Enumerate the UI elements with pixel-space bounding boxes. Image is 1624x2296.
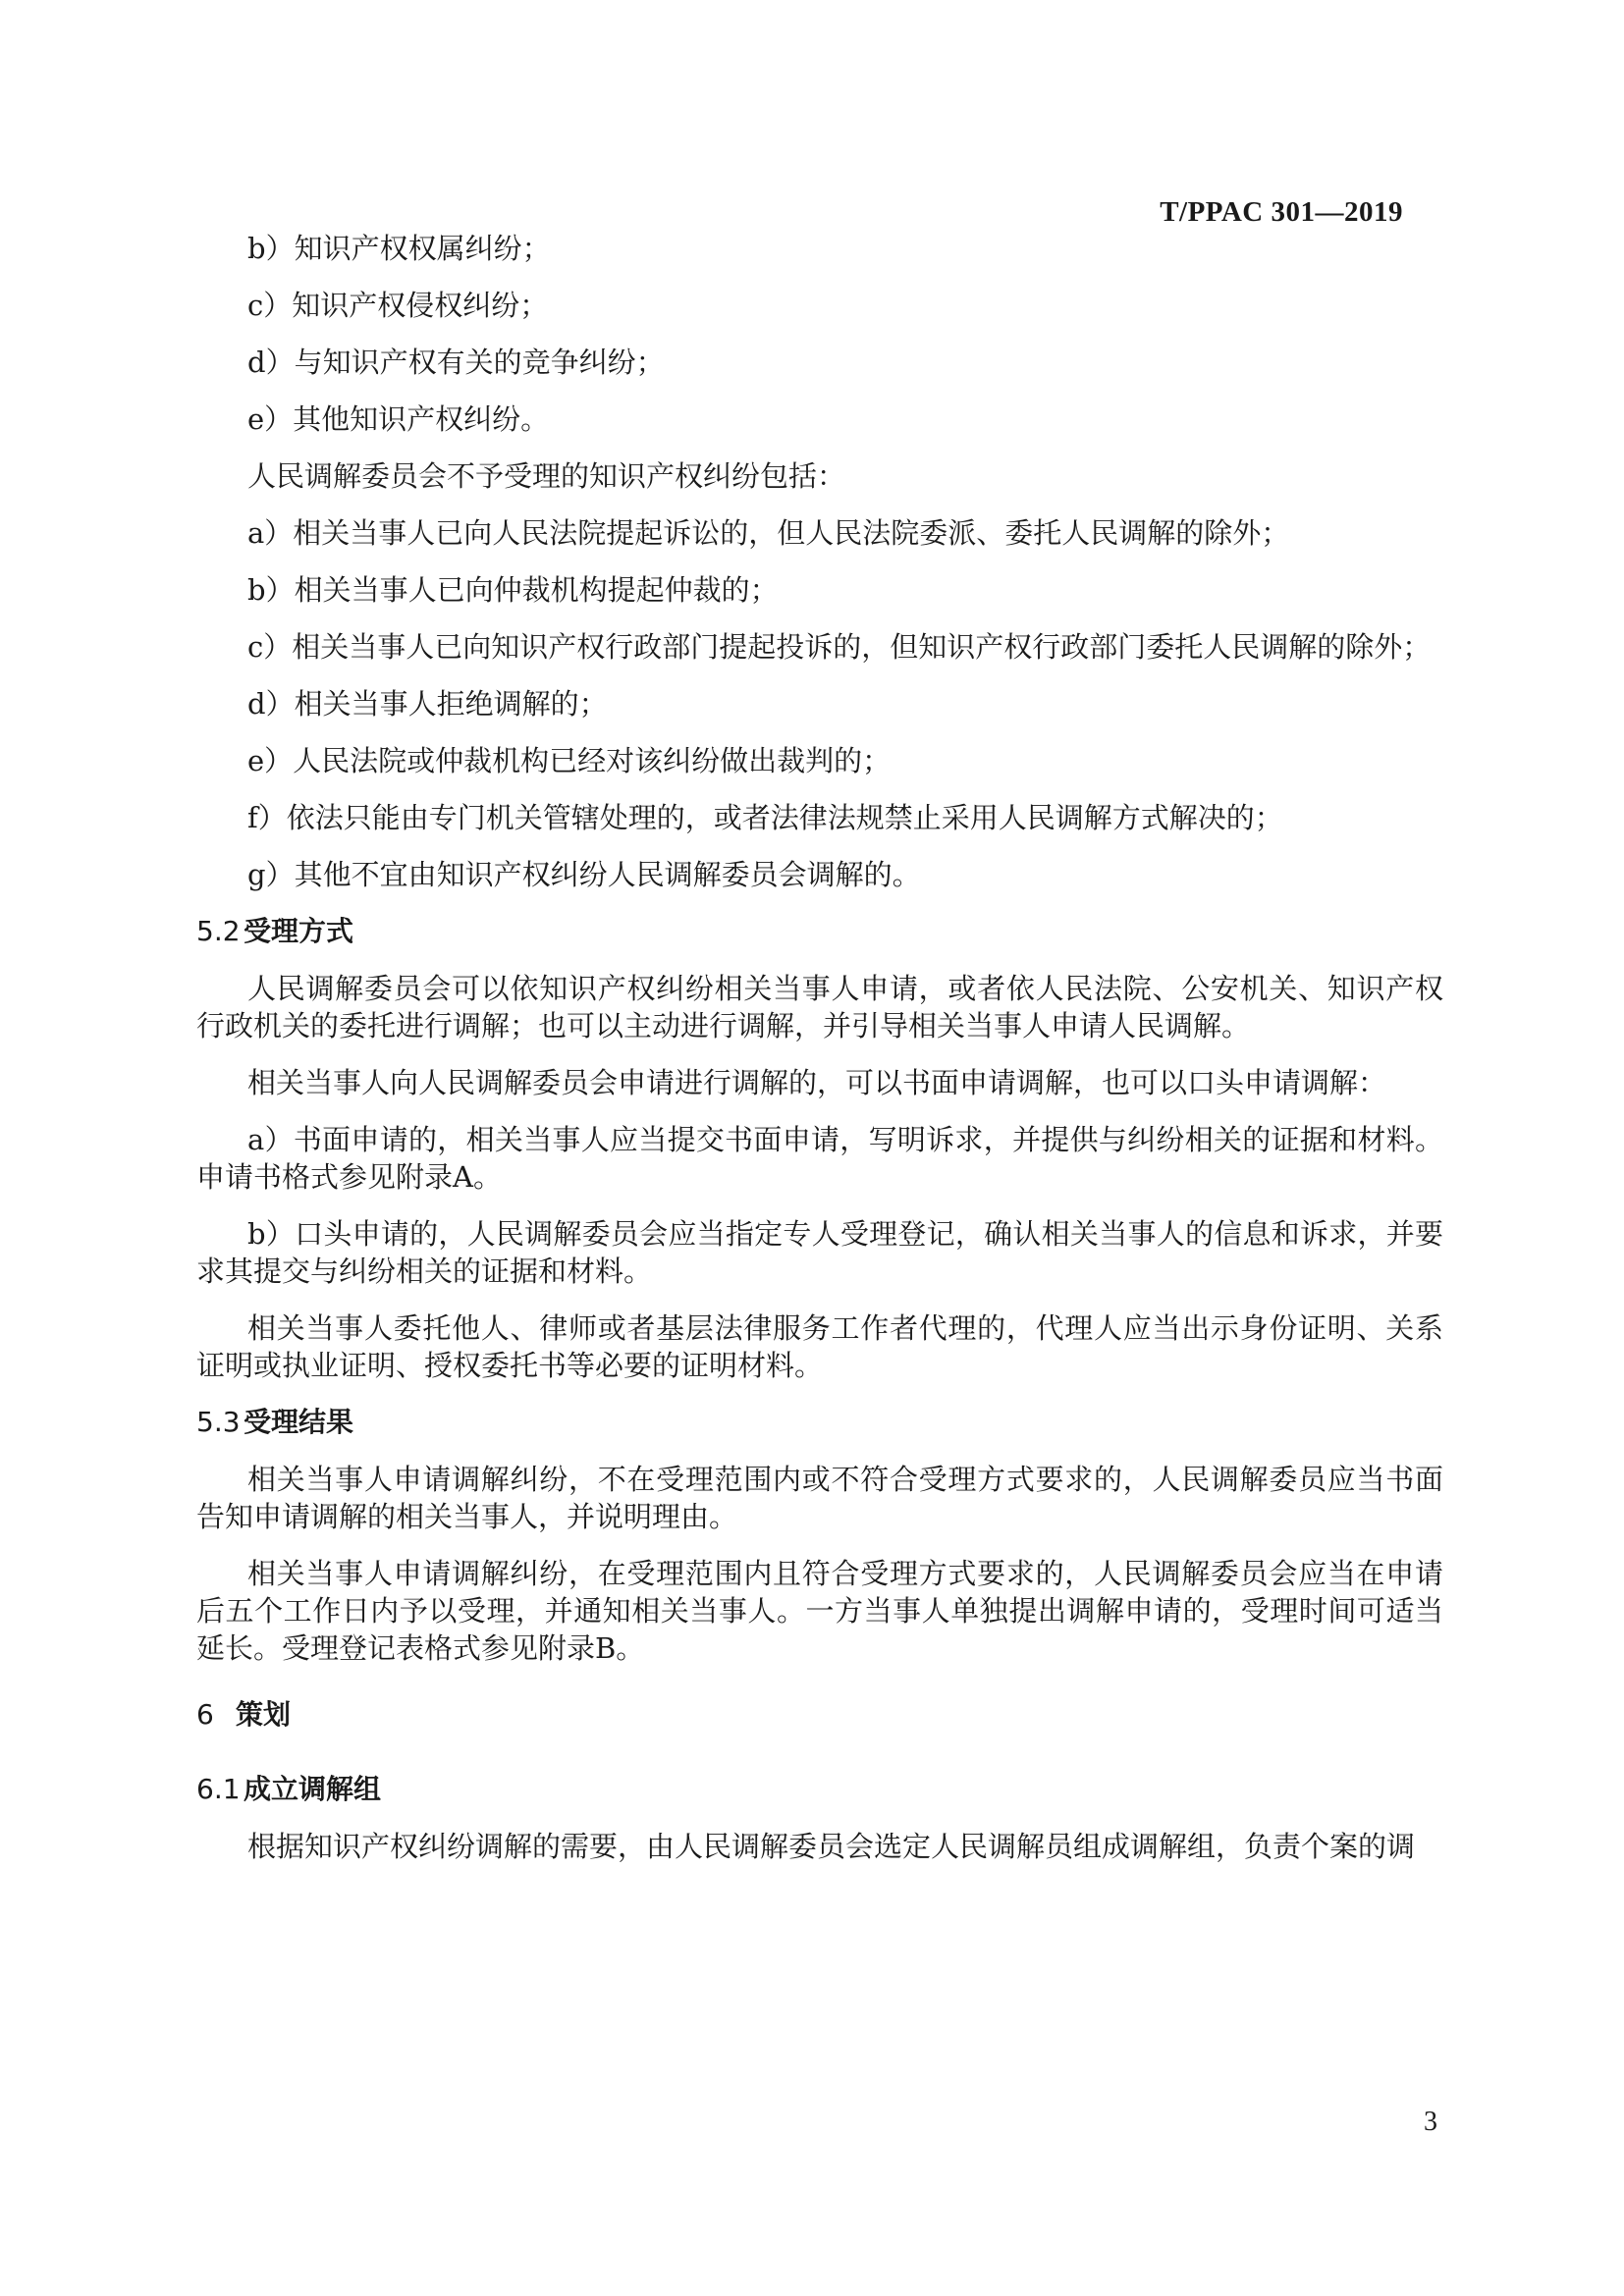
exclusion-item: b）相关当事人已向仲裁机构提起仲裁的； <box>247 573 779 607</box>
scope-item: d）与知识产权有关的竞争纠纷； <box>247 346 665 379</box>
paragraph-line: 后五个工作日内予以受理，并通知相关当事人。一方当事人单独提出调解申请的，受理时间可适当 <box>196 1594 1443 1628</box>
exclusion-item: e）人民法院或仲裁机构已经对该纠纷做出裁判的； <box>247 744 892 777</box>
section-heading-6-1 <box>196 1771 1443 1808</box>
paragraph <box>196 1121 1443 1196</box>
paragraph-line: 相关当事人委托他人、律师或者基层法律服务工作者代理的，代理人应当出示身份证明、关系 <box>247 1311 1443 1345</box>
paragraph-line: 相关当事人向人民调解委员会申请进行调解的，可以书面申请调解，也可以口头申请调解： <box>247 1066 1387 1099</box>
exclusion-item: a）相关当事人已向人民法院提起诉讼的，但人民法院委派、委托人民调解的除外； <box>247 516 1290 550</box>
paragraph-line: 告知申请调解的相关当事人，并说明理由。 <box>196 1500 738 1533</box>
paragraph <box>196 1064 1443 1101</box>
section-number: 6 <box>196 1698 214 1731</box>
section-number: 5.2 <box>196 915 241 947</box>
paragraph-line: b）口头申请的，人民调解委员会应当指定专人受理登记，确认相关当事人的信息和诉求，并要 <box>247 1217 1443 1251</box>
exclusion-intro: 人民调解委员会不予受理的知识产权纠纷包括： <box>247 459 846 493</box>
paragraph-line: 行政机关的委托进行调解；也可以主动进行调解，并引导相关当事人申请人民调解。 <box>196 1009 1251 1042</box>
document-body <box>196 230 1443 1885</box>
paragraph-line: 求其提交与纠纷相关的证据和材料。 <box>196 1255 653 1288</box>
section-title: 受理结果 <box>244 1406 354 1438</box>
section-title: 受理方式 <box>244 915 354 947</box>
page-number: 3 <box>1424 2107 1437 2137</box>
paragraph-line: a）书面申请的，相关当事人应当提交书面申请，写明诉求，并提供与纠纷相关的证据和材料。 <box>247 1123 1443 1156</box>
scope-item: c）知识产权侵权纠纷； <box>247 289 549 322</box>
paragraph <box>196 1215 1443 1290</box>
section-number: 6.1 <box>196 1773 241 1805</box>
paragraph <box>196 970 1443 1044</box>
section-heading-5-3 <box>196 1404 1443 1441</box>
paragraph-line: 相关当事人申请调解纠纷，在受理范围内且符合受理方式要求的，人民调解委员会应当在申请 <box>247 1557 1443 1590</box>
scope-item: b）知识产权权属纠纷； <box>247 232 551 265</box>
paragraph-line: 证明或执业证明、授权委托书等必要的证明材料。 <box>196 1349 824 1382</box>
paragraph-line: 人民调解委员会可以依知识产权纠纷相关当事人申请，或者依人民法院、公安机关、知识产权 <box>247 972 1443 1005</box>
section-heading-5-2 <box>196 913 1443 950</box>
paragraph-line: 根据知识产权纠纷调解的需要，由人民调解委员会选定人民调解员组成调解组，负责个案的调 <box>247 1830 1416 1863</box>
paragraph <box>196 1828 1443 1865</box>
section-title: 策划 <box>236 1698 292 1731</box>
paragraph <box>196 1461 1443 1535</box>
paragraph-line: 相关当事人申请调解纠纷，不在受理范围内或不符合受理方式要求的，人民调解委员应当书面 <box>247 1463 1443 1496</box>
paragraph <box>196 1555 1443 1667</box>
page-header-standard-number: T/PPAC 301—2019 <box>1160 196 1403 228</box>
section-heading-6 <box>196 1696 1443 1734</box>
paragraph <box>196 1309 1443 1384</box>
paragraph-line: 申请书格式参见附录A。 <box>196 1160 502 1194</box>
scope-item: e）其他知识产权纠纷。 <box>247 402 550 436</box>
exclusion-item: f）依法只能由专门机关管辖处理的，或者法律法规禁止采用人民调解方式解决的； <box>247 801 1283 834</box>
section-title: 成立调解组 <box>244 1773 382 1805</box>
section-number: 5.3 <box>196 1406 241 1438</box>
exclusion-item: g）其他不宜由知识产权纠纷人民调解委员会调解的。 <box>247 858 921 891</box>
exclusion-item: d）相关当事人拒绝调解的； <box>247 687 608 721</box>
paragraph-line: 延长。受理登记表格式参见附录B。 <box>196 1631 645 1665</box>
exclusion-item: c）相关当事人已向知识产权行政部门提起投诉的，但知识产权行政部门委托人民调解的除外； <box>247 630 1432 664</box>
